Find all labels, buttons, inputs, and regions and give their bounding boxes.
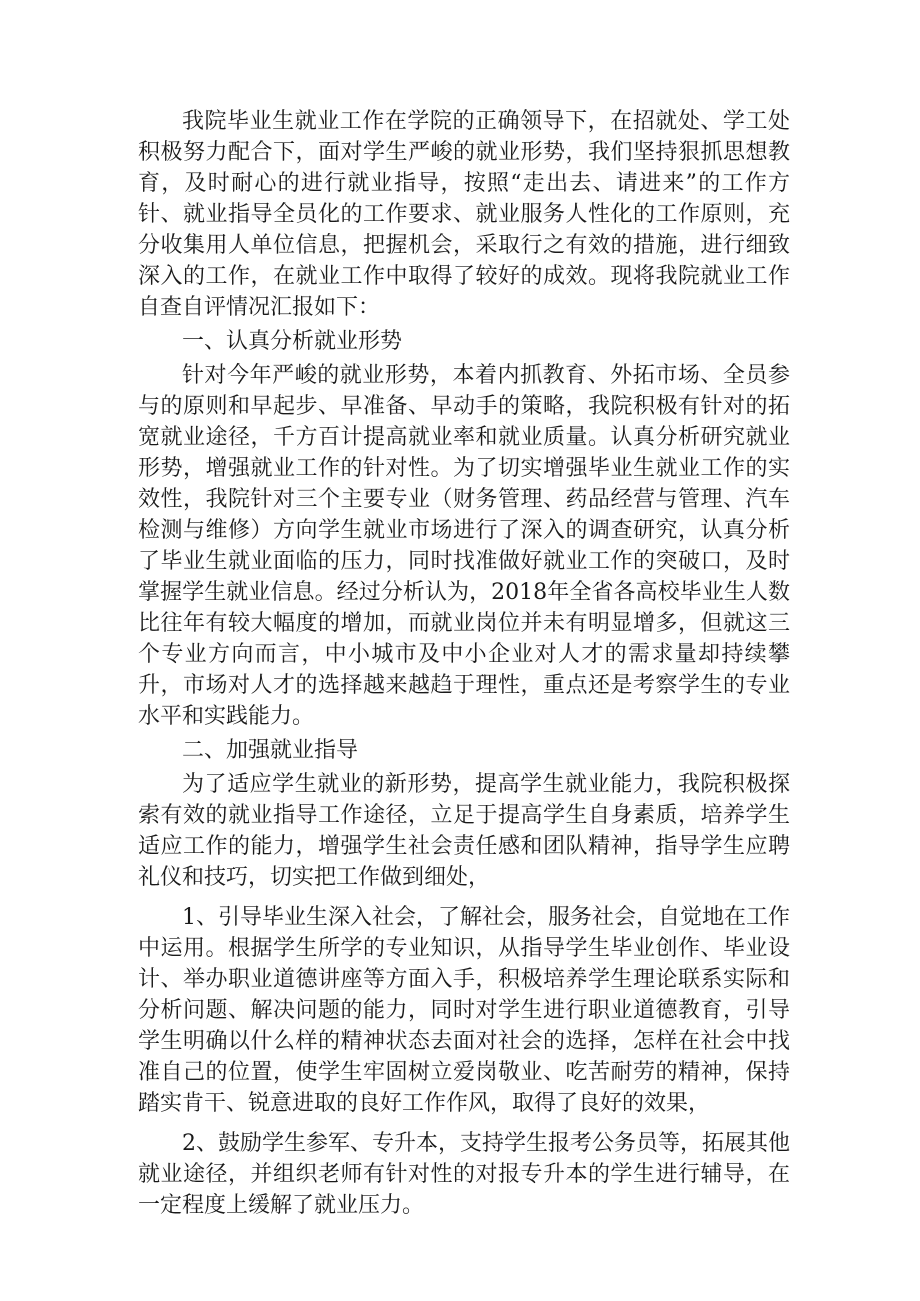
section-2-paragraph: 为了适应学生就业的新形势，提高学生就业能力，我院积极探索有效的就业指导工作途径，立足于提高学生自身素质，培养学生适应工作的能力，增强学生社会责任感和团队精神，指导学生应聘礼仪和技巧，切实把工作做到细处， [138, 772, 790, 890]
item-1-paragraph: 1、引导毕业生深入社会，了解社会，服务社会，自觉地在工作中运用。根据学生所学的专业知识，从指导学生毕业创作、毕业设计、举办职业道德讲座等方面入手，积极培养学生理论联系实际和分析问题、解决问题的能力，同时对学生进行职业道德教育，引导学生明确以什么样的精神状态去面对社会的选择，怎样在社会中找准自己的位置，使学生牢固树立爱岗敬业、吃苦耐劳的精神，保持踏实肯干、锐意进取的良好工作作风，取得了良好的效果， [138, 905, 790, 1116]
document-page [138, 106, 790, 1221]
section-2-heading: 二、加强就业指导 [182, 738, 359, 763]
section-1-paragraph: 针对今年严峻的就业形势，本着内抓教育、外拓市场、全员参与的原则和早起步、早准备、早动手的策略，我院积极有针对的拓宽就业途径，千方百计提高就业率和就业质量。认真分析研究就业形势，增强就业工作的针对性。为了切实增强毕业生就业工作的实效性，我院针对三个主要专业（财务管理、药品经营与管理、汽车检测与维修）方向学生就业市场进行了深入的调查研究，认真分析了毕业生就业面临的压力，同时找准做好就业工作的突破口，及时掌握学生就业信息。经过分析认为，2018年全省各高校毕业生人数比往年有较大幅度的增加，而就业岗位并未有明显增多，但就这三个专业方向而言，中小城市及中小企业对人才的需求量却持续攀升，市场对人才的选择越来越趋于理性，重点还是考察学生的专业水平和实践能力。 [138, 363, 790, 729]
intro-paragraph: 我院毕业生就业工作在学院的正确领导下，在招就处、学工处积极努力配合下，面对学生严峻的就业形势，我们坚持狠抓思想教育，及时耐心的进行就业指导，按照“走出去、请进来”的工作方针、就业指导全员化的工作要求、就业服务人性化的工作原则，充分收集用人单位信息，把握机会，采取行之有效的措施，进行细致深入的工作，在就业工作中取得了较好的成效。现将我院就业工作自查自评情况汇报如下： [138, 109, 790, 320]
item-2-paragraph: 2、鼓励学生参军、专升本，支持学生报考公务员等，拓展其他就业途径，并组织老师有针对性的对报专升本的学生进行辅导，在一定程度上缓解了就业压力。 [138, 1131, 790, 1218]
section-1-heading: 一、认真分析就业形势 [182, 329, 403, 354]
